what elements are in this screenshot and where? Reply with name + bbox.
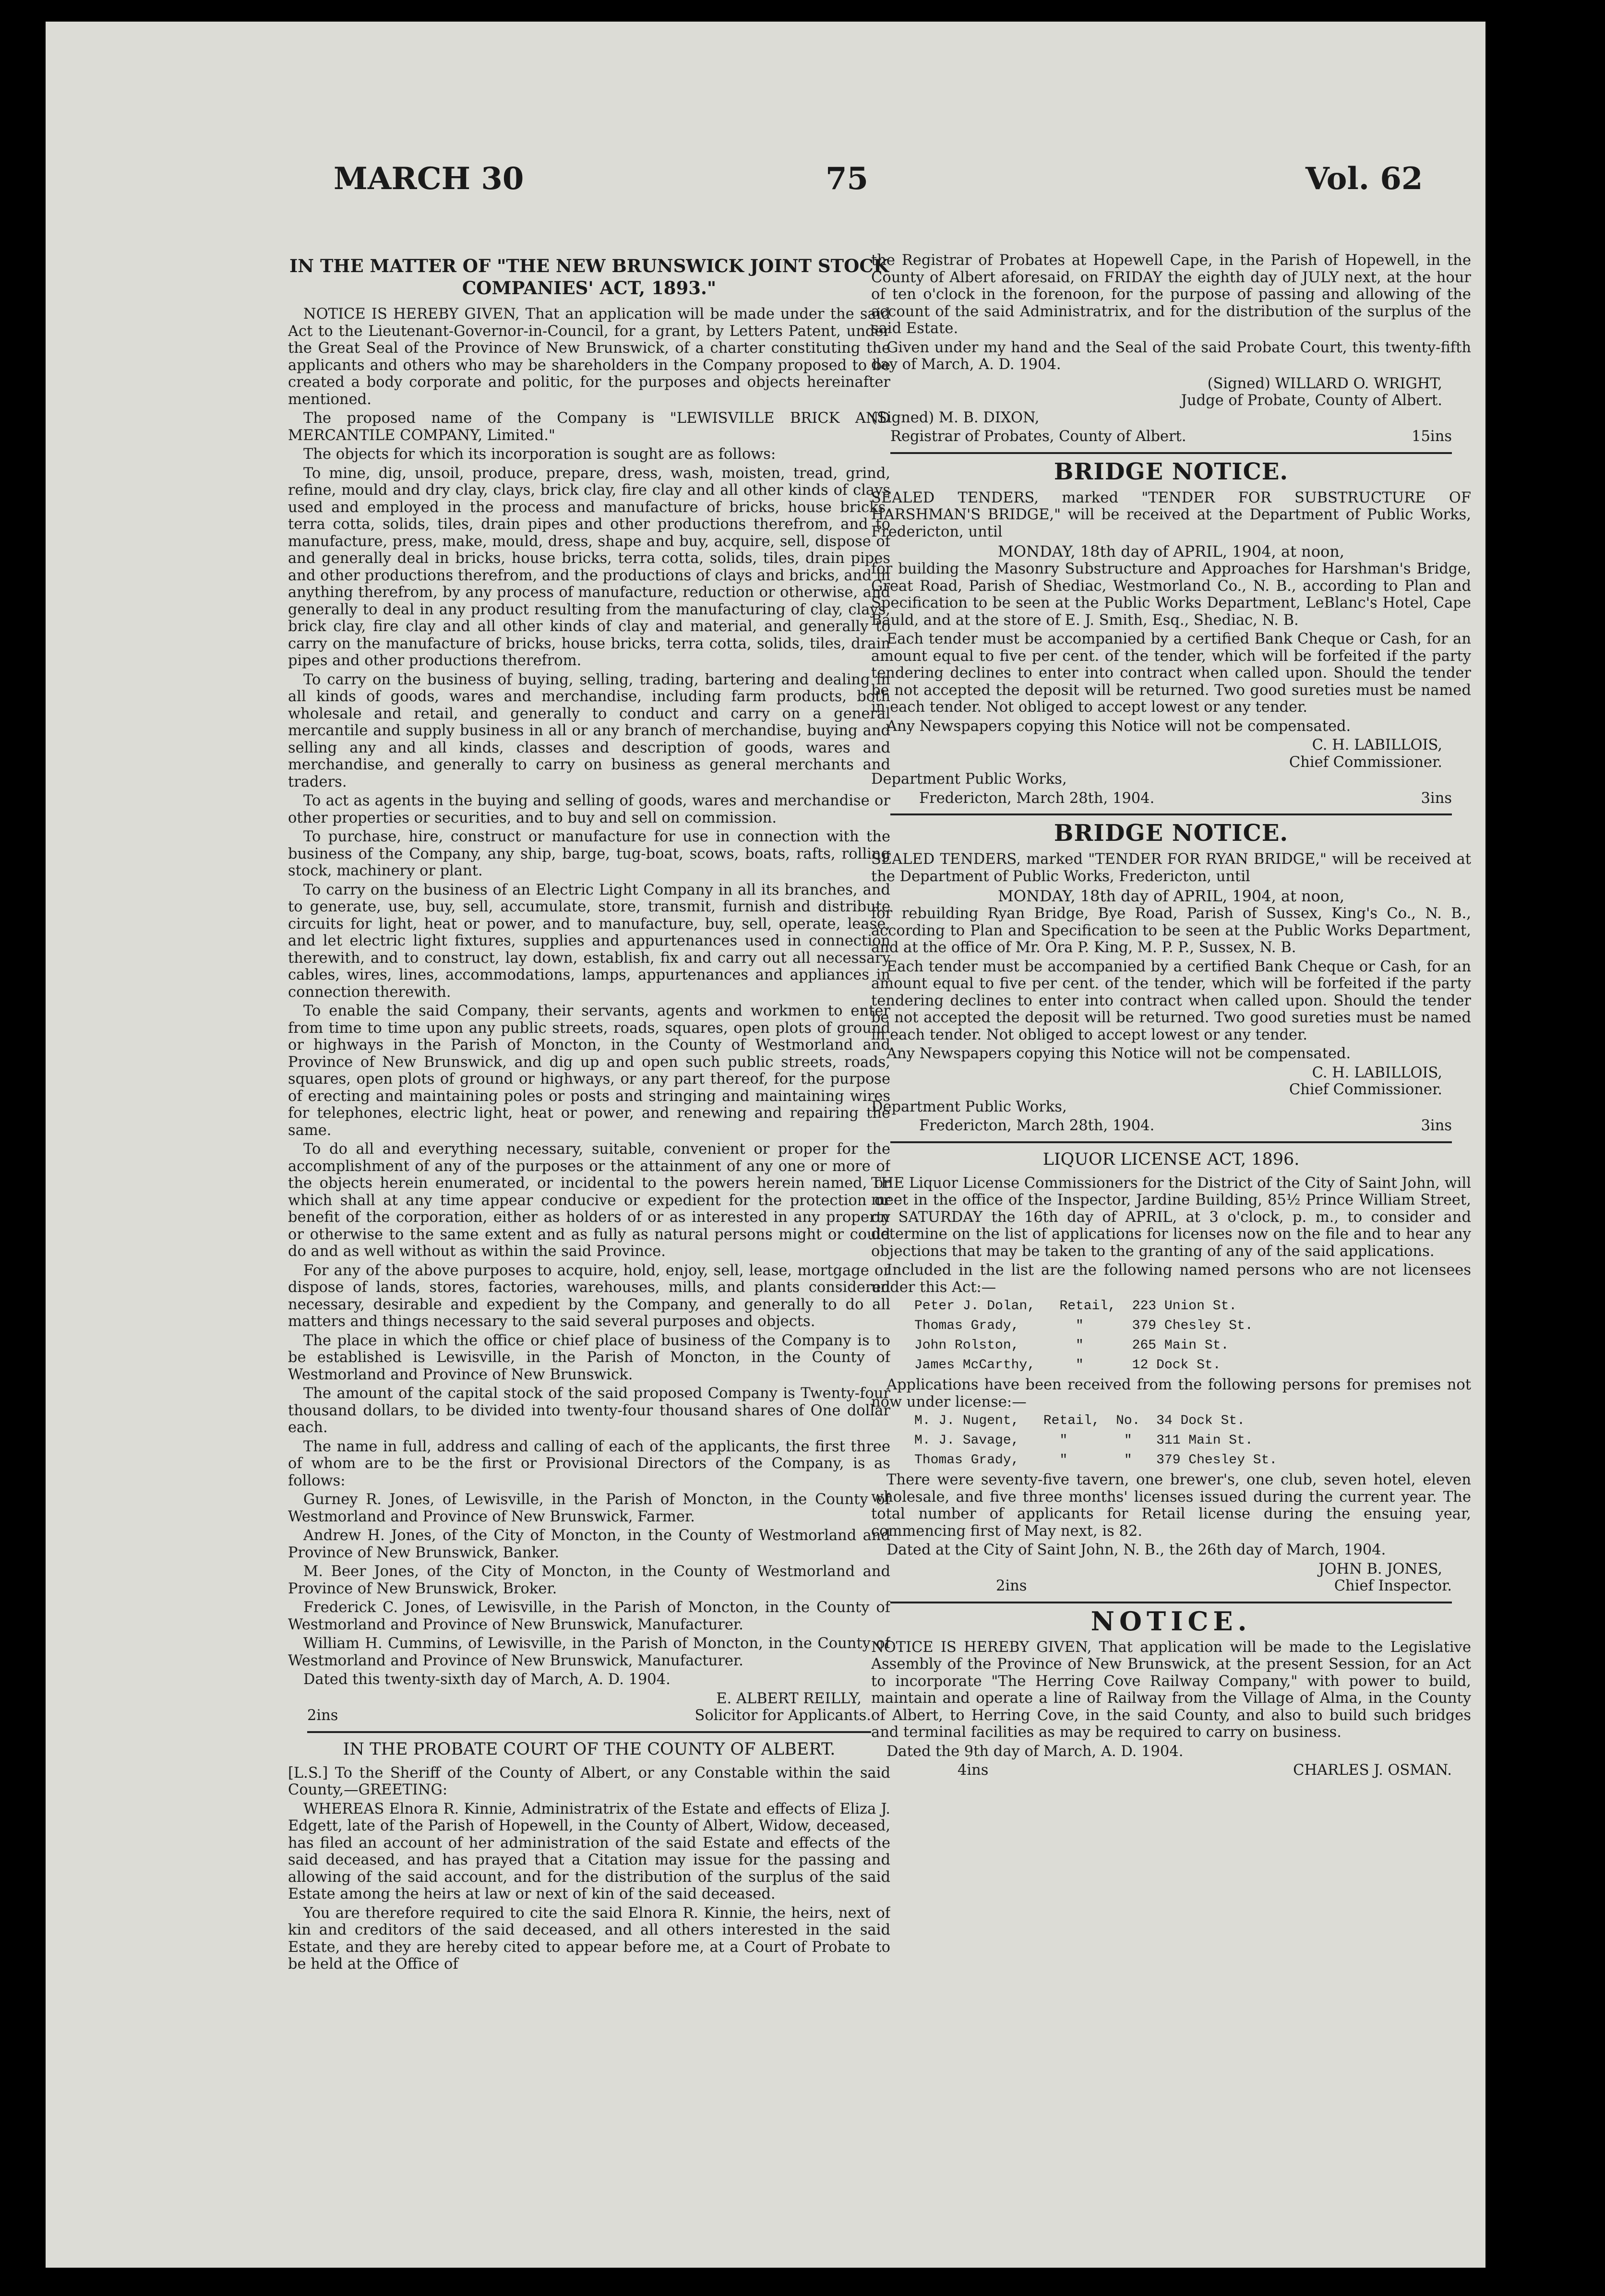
right-column (871, 252, 1471, 1779)
probate-given: Given under my hand and the Seal of the said Probate Court, this twenty-fifth day of March, A. D. 1904. (871, 339, 1471, 373)
bridge2-ins: 3ins (1421, 1117, 1452, 1134)
left-column (288, 252, 890, 1975)
probate-ls: [L.S.] To the Sheriff of the County of Albert, or any Constable within the said County,—GREETING: (288, 1764, 890, 1798)
jsc-ins: 2ins (307, 1707, 338, 1724)
bridge2-place: Fredericton, March 28th, 1904. (919, 1117, 1155, 1134)
jsc-paragraph: The objects for which its incorporation is sought are as follows: (303, 446, 776, 463)
jsc-heading: IN THE MATTER OF "THE NEW BRUNSWICK JOINT STOCK COMPANIES' ACT, 1893." (289, 255, 889, 299)
probate-judge-title: Judge of Probate, County of Albert. (1181, 392, 1442, 409)
liquor-list-row: Thomas Grady, " 379 Chesley St. (914, 1318, 1253, 1333)
notice-footer (871, 1762, 1471, 1779)
jsc-paragraph: To purchase, hire, construct or manufacture for use in connection with the business of the Company, any ship, barge, tug-boat, scows, boats, rafts, rolling stock, machinery or plant. (288, 828, 890, 879)
liquor-intro: THE Liquor License Commissioners for the District of the City of Saint John, will meet in the office of the Inspector, Jardine Building, 85½ Prince William Street, on SATURDAY the 16th day of APRIL, at 3 o'clock, p. m., to consider and determine on the list of applications for licenses now on the file and to hear any objections that may be taken to the granting of any of the said applications. (871, 1174, 1471, 1260)
liquor-summary: There were seventy-five tavern, one brewer's, one club, seven hotel, eleven wholesale, and five three months' licenses issued during the current year. The total number of applicants for Retail license during the ensuing year, commencing first of May next, is 82. (871, 1471, 1471, 1540)
probate-registrar-row (871, 428, 1471, 445)
bridge1-newspapers: Any Newspapers copying this Notice will not be compensated. (886, 718, 1351, 735)
bridge2-heading: BRIDGE NOTICE. (1054, 820, 1289, 847)
probate-continuation: the Registrar of Probates at Hopewell Cape, in the Parish of Hopewell, in the County of Albert aforesaid, on FRIDAY the eighth day of JULY next, at the hour of ten o'clock in the forenoon, for the purpose of passing and allowing of the account of the said Administratrix, and for the distribution of the surplus of the said Estate. (871, 252, 1471, 337)
bridge1-place: Fredericton, March 28th, 1904. (919, 789, 1155, 807)
liquor-dated: Dated at the City of Saint John, N. B., the 26th day of March, 1904. (886, 1542, 1386, 1558)
probate-ins: 15ins (1412, 428, 1452, 445)
jsc-paragraph: NOTICE IS HEREBY GIVEN, That an application will be made under the said Act to the Lieutenant-Governor-in-Council, for a grant, by Letters Patent, under the Great Seal of the Province of New Brunswick, of a charter constituting the applicants and others who may be shareholders in the Company proposed to be created a body corporate and politic, for the purposes and objects hereinafter mentioned. (288, 306, 890, 408)
jsc-paragraph: To carry on the business of buying, selling, trading, bartering and dealing in all kinds of goods, wares and merchandise, including farm products, both wholesale and retail, and generally to conduct and carry on a general mercantile and supply business in all or any branch of merchandise, buying and selling any and all kinds, classes and description of goods, wares and merchandise, and generally to carry on business as general merchants and traders. (288, 671, 890, 790)
bridge2-dept: Department Public Works, (871, 1098, 1067, 1115)
jsc-paragraph: The proposed name of the Company is "LEWISVILLE BRICK AND MERCANTILE COMPANY, Limited." (288, 410, 890, 444)
bridge2-description: for rebuilding Ryan Bridge, Bye Road, Parish of Sussex, King's Co., N. B., according to Plan and Specification to be seen at the Public Works Department, and at the office of Mr. Ora P. King, M. P. P., Sussex, N. B. (871, 905, 1471, 956)
liquor-footer (871, 1578, 1471, 1595)
newspaper-page (46, 22, 1485, 2268)
jsc-paragraph: Dated this twenty-sixth day of March, A. D. 1904. (303, 1671, 671, 1688)
liquor-list-row: M. J. Savage, " " 311 Main St. (914, 1433, 1253, 1448)
liquor-heading: LIQUOR LICENSE ACT, 1896. (1042, 1149, 1300, 1169)
jsc-paragraph: For any of the above purposes to acquire, hold, enjoy, sell, lease, mortgage or dispose of lands, stores, factories, warehouses, mills, and plants considered necessary, desirable and expedient by the Company, and generally to do all matters and things necessary to the said several purposes and objects. (288, 1262, 890, 1330)
bridge1-description: for building the Masonry Substructure and Approaches for Harshman's Bridge, Great Road, Parish of Shediac, Westmorland Co., N. B., according to Plan and Specification to be seen at the Public Works Department, LeBlanc's Hotel, Cape Bauld, and at the store of E. J. Smith, Esq., Shediac, N. B. (871, 561, 1471, 629)
jsc-paragraph: To enable the said Company, their servants, agents and workmen to enter from time to time upon any public streets, roads, squares, open plots of ground or highways in the Parish of Moncton, in the County of Westmorland and Province of New Brunswick, and dig up and open such public streets, roads, squares, open plots of ground or highways, or any part thereof, for the purpose of erecting and maintaining poles or posts and stringing and maintaining wires for telephones, electric light, heat or power, and renewing and repairing the same. (288, 1003, 890, 1139)
bridge1-intro: SEALED TENDERS, marked "TENDER FOR SUBSTRUCTURE OF HARSHMAN'S BRIDGE," will be received at the Department of Public Works, Fredericton, until (871, 489, 1471, 540)
jsc-paragraph: The amount of the capital stock of the said proposed Company is Twenty-four thousand dollars, to be divided into twenty-four thousand shares of One dollar each. (288, 1385, 890, 1436)
notice-signer: CHARLES J. OSMAN. (1293, 1762, 1452, 1779)
jsc-paragraph: William H. Cummins, of Lewisville, in the Parish of Moncton, in the County of Westmorland and Province of New Brunswick, Manufacturer. (288, 1635, 890, 1669)
liquor-list2-intro: Applications have been received from the following persons for premises not now under license:— (871, 1376, 1471, 1411)
probate-paragraph: WHEREAS Elnora R. Kinnie, Administratrix of the Estate and effects of Eliza J. Edgett, late of the Parish of Hopewell, in the County of Albert, Widow, deceased, has filed an account of her administration of the said Estate and effects of the said deceased, and has prayed that a Citation may issue for the passing and allowing of the said account, and for the distribution of the surplus of the said Estate among the heirs at law or next of kin of the said deceased. (288, 1800, 890, 1902)
divider (890, 452, 1452, 454)
bridge1-signer: C. H. LABILLOIS, (1312, 737, 1442, 753)
jsc-paragraph: The place in which the office or chief place of business of the Company is to be established is Lewisville, in the Parish of Moncton, in the County of Westmorland and Province of New Brunswick. (288, 1332, 890, 1383)
liquor-signer: JOHN B. JONES, (1318, 1560, 1442, 1578)
divider (307, 1731, 871, 1733)
probate-registrar: (Signed) M. B. DIXON, (871, 409, 1040, 426)
bridge2-signer-title: Chief Commissioner. (1289, 1081, 1442, 1098)
probate-heading: IN THE PROBATE COURT OF THE COUNTY OF ALBERT. (343, 1739, 836, 1759)
liquor-list-row: Thomas Grady, " " 379 Chesley St. (914, 1453, 1278, 1468)
probate-body (288, 1801, 890, 1973)
bridge1-terms: Each tender must be accompanied by a certified Bank Cheque or Cash, for an amount equal to five per cent. of the tender, which will be forfeited if the party tendering declines to enter into contract when called upon. Should the tender be not accepted the deposit will be returned. Two good sureties must be named in each tender. Not obliged to accept lowest or any tender. (871, 631, 1471, 716)
jsc-paragraph: M. Beer Jones, of the City of Moncton, in the County of Westmorland and Province of New Brunswick, Broker. (288, 1563, 890, 1597)
divider (890, 1602, 1452, 1603)
jsc-notice-body (288, 306, 890, 1688)
bridge1-ins: 3ins (1421, 789, 1452, 807)
liquor-list-row: M. J. Nugent, Retail, No. 34 Dock St. (914, 1413, 1245, 1428)
jsc-paragraph: To act as agents in the buying and selling of goods, wares and merchandise or other properties or securities, and to buy and sell on commission. (288, 792, 890, 826)
probate-registrar-title: Registrar of Probates, County of Albert. (890, 428, 1186, 445)
notice-body: NOTICE IS HEREBY GIVEN, That application will be made to the Legislative Assembly of the Province of New Brunswick, at the present Session, for an Act to incorporate "The Herring Cove Railway Company," with power to build, maintain and operate a line of Railway from the Village of Alma, in the County of Albert, to Herring Cove, in the said County, and also to build such bridges and terminal facilities as may be required to carry on business. (871, 1638, 1471, 1741)
bridge1-date: MONDAY, 18th day of APRIL, 1904, at noon, (997, 542, 1345, 561)
bridge2-terms: Each tender must be accompanied by a certified Bank Cheque or Cash, for an amount equal to five per cent. of the tender, which will be forfeited if the party tendering declines to enter into contract when called upon. Should the tender be not accepted the deposit will be returned. Two good sureties must be named in each tender. Not obliged to accept lowest or any tender. (871, 958, 1471, 1043)
jsc-paragraph: Andrew H. Jones, of the City of Moncton, in the County of Westmorland and Province of New Brunswick, Banker. (288, 1527, 890, 1561)
jsc-paragraph: To carry on the business of an Electric Light Company in all its branches, and to generate, use, buy, sell, accumulate, store, transmit, furnish and distribute circuits for light, heat or power, and to manufacture, buy, sell, operate, lease, and let electric light fixtures, supplies and appurtenances used in connection therewith, and to construct, lay down, establish, fix and carry out all necessary cables, wires, lines, accommodations, lamps, appurtenances and appliances in connection therewith. (288, 881, 890, 1001)
liquor-signer-title: Chief Inspector. (1334, 1578, 1452, 1594)
liquor-list-nonlicensees (871, 1298, 1471, 1374)
jsc-signer-title: Solicitor for Applicants. (695, 1707, 871, 1724)
bridge1-heading: BRIDGE NOTICE. (1054, 458, 1289, 485)
liquor-list-row: James McCarthy, " 12 Dock St. (914, 1358, 1221, 1373)
liquor-list-new-premises (871, 1412, 1471, 1469)
notice-heading: NOTICE. (1090, 1605, 1252, 1637)
liquor-list1-intro: Included in the list are the following named persons who are not licensees under this Act:— (871, 1262, 1471, 1296)
jsc-paragraph: To mine, dig, unsoil, produce, prepare, dress, wash, moisten, tread, grind, refine, mould and dry clay, clays, brick clay, fire clay and all other kinds of clays used and employed in the process and manufacture of bricks, house bricks, terra cotta, solids, tiles, drain pipes and other productions therefrom, and to manufacture, press, make, mould, dress, shape and buy, acquire, sell, dispose of and generally deal in bricks, house bricks, terra cotta, solids, tiles, drain pipes and other productions therefrom, and the productions of clays and bricks, and in anything therefrom, by any process of manufacture, reduction or otherwise, and generally to deal in any product resulting from the manufacturing of clay, clays, brick clay, fire clay and all other kinds of clay and material, and generally to carry on the manufacture of bricks, house bricks, terra cotta, solids, tiles, drain pipes and other productions therefrom. (288, 465, 890, 669)
divider (890, 1141, 1452, 1143)
bridge2-intro: SEALED TENDERS, marked "TENDER FOR RYAN BRIDGE," will be received at the Department of Public Works, Fredericton, until (871, 851, 1471, 885)
jsc-paragraph: Frederick C. Jones, of Lewisville, in the Parish of Moncton, in the County of Westmorland and Province of New Brunswick, Manufacturer. (288, 1599, 890, 1633)
notice-ins: 4ins (958, 1762, 989, 1779)
liquor-list-row: Peter J. Dolan, Retail, 223 Union St. (914, 1299, 1237, 1314)
liquor-ins: 2ins (996, 1578, 1027, 1594)
bridge1-dept: Department Public Works, (871, 771, 1067, 788)
header-page-number: 75 (826, 161, 869, 197)
divider (890, 813, 1452, 815)
jsc-paragraph: The name in full, address and calling of each of the applicants, the first three of whom are to be the first or Provisional Directors of the Company, is as follows: (288, 1438, 890, 1489)
probate-judge: (Signed) WILLARD O. WRIGHT, (1207, 375, 1442, 392)
bridge1-signer-title: Chief Commissioner. (1289, 753, 1442, 771)
jsc-paragraph: To do all and everything necessary, suitable, convenient or proper for the accomplishment of any of the purposes or the attainment of any one or more of the objects herein enumerated, or incidental to the powers herein named, or which shall at any time appear conducive or expedient for the protection or benefit of the corporation, either as holders of or as interested in any property or otherwise to the same extent and as fully as natural persons might or could do and as well without as within the said Province. (288, 1141, 890, 1260)
liquor-list-row: John Rolston, " 265 Main St. (914, 1338, 1229, 1353)
bridge2-date: MONDAY, 18th day of APRIL, 1904, at noon, (997, 887, 1345, 905)
bridge1-footer (871, 790, 1471, 807)
jsc-footer (288, 1707, 890, 1724)
jsc-signer: E. ALBERT REILLY, (716, 1690, 862, 1707)
notice-dated: Dated the 9th day of March, A. D. 1904. (886, 1743, 1184, 1760)
header-date: MARCH 30 (334, 161, 524, 197)
bridge2-footer (871, 1117, 1471, 1135)
header-volume: Vol. 62 (1306, 161, 1423, 197)
bridge2-signer: C. H. LABILLOIS, (1312, 1064, 1442, 1081)
bridge2-newspapers: Any Newspapers copying this Notice will not be compensated. (886, 1045, 1351, 1062)
jsc-paragraph: Gurney R. Jones, of Lewisville, in the Parish of Moncton, in the County of Westmorland and Province of New Brunswick, Farmer. (288, 1491, 890, 1525)
probate-paragraph: You are therefore required to cite the said Elnora R. Kinnie, the heirs, next of kin and creditors of the said deceased, and all others interested in the said Estate, and they are hereby cited to appear before me, at a Court of Probate to be held at the Office of (288, 1904, 890, 1973)
